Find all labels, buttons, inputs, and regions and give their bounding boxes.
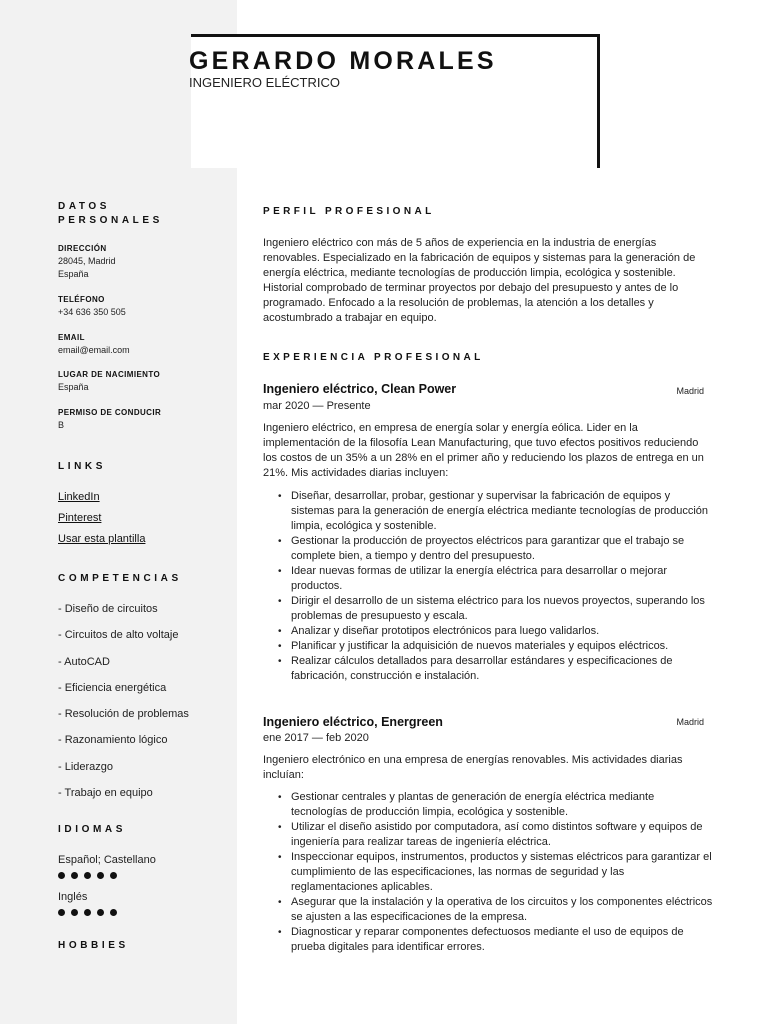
field-email <box>58 332 130 357</box>
skills-heading-wrap <box>58 572 182 586</box>
field-value: B <box>58 420 65 430</box>
level-dot <box>97 909 104 916</box>
skills-heading: COMPETENCIAS <box>58 573 182 584</box>
language-level-dots <box>58 909 117 916</box>
level-dot <box>71 909 78 916</box>
task-item: • Analizar y diseñar prototipos electrónicos para luego validarlos. <box>263 624 713 639</box>
profile-heading: PERFIL PROFESIONAL <box>263 206 435 217</box>
language-name: Español; Castellano <box>58 854 156 866</box>
language-english <box>58 890 117 916</box>
task-item: • Gestionar la producción de proyectos eléctricos para garantizar que el trabajo se complete bien, a tiempo y dentro del presupuesto. <box>263 534 713 564</box>
profile-heading-wrap <box>263 206 713 217</box>
task-item: • Idear nuevas formas de utilizar la energía eléctrica para desarrollar o mejorar productos. <box>263 564 713 594</box>
link-pinterest[interactable]: Pinterest <box>58 512 102 524</box>
job-tasks-list <box>263 489 713 684</box>
field-address <box>58 243 116 281</box>
field-label: EMAIL <box>58 333 85 342</box>
links-heading-wrap <box>58 460 106 474</box>
level-dot <box>110 909 117 916</box>
job-title: Ingeniero eléctrico, Energreen <box>263 715 443 729</box>
task-item: • Diseñar, desarrollar, probar, gestionar y supervisar la fabricación de equipos y sistemas para la generación de energía eléctrica mediante tecnologías de producción limpia, ecológica y sostenible. <box>263 489 713 534</box>
skill-item: - Resolución de problemas <box>58 708 189 721</box>
field-birthplace <box>58 369 160 394</box>
job-location: Madrid <box>676 386 704 396</box>
job-location: Madrid <box>676 717 704 727</box>
skill-item: - AutoCAD <box>58 655 110 668</box>
field-label: DIRECCIÓN <box>58 244 107 253</box>
field-value: 28045, Madrid <box>58 256 116 266</box>
field-value: email@email.com <box>58 345 130 355</box>
hobbies-heading: HOBBIES <box>58 940 129 951</box>
skills-list <box>58 602 189 800</box>
job-title: Ingeniero eléctrico, Clean Power <box>263 382 457 396</box>
link-linkedin[interactable]: LinkedIn <box>58 491 100 503</box>
personal-data-heading: DATOS PERSONALES <box>58 201 163 226</box>
language-spanish <box>58 853 156 879</box>
skill-item: - Diseño de circuitos <box>58 603 158 615</box>
task-item: • Inspeccionar equipos, instrumentos, productos y sistemas eléctricos para garantizar el cumplimiento de las especificaciones, las normas de seguridad y las reglamentaciones aplicables. <box>263 850 713 895</box>
personal-data-section <box>58 200 163 228</box>
task-item: • Dirigir el desarrollo de un sistema eléctrico para los nuevos proyectos, superando los problemas de presupuesto y escala. <box>263 594 713 624</box>
hobbies-heading-wrap <box>58 939 129 953</box>
job-description: Ingeniero electrónico en una empresa de energías renovables. Mis actividades diarias incluían: <box>263 754 683 781</box>
language-name: Inglés <box>58 891 88 903</box>
skill-item: - Razonamiento lógico <box>58 734 168 747</box>
task-item: • Utilizar el diseño asistido por computadora, así como distintos software y equipos de ingeniería para realizar tareas de ingeniería eléctrica. <box>263 820 713 850</box>
links-heading: LINKS <box>58 461 106 472</box>
links-list <box>58 490 145 546</box>
field-label: TELÉFONO <box>58 295 105 304</box>
field-driving-license <box>58 407 161 432</box>
candidate-role: INGENIERO ELÉCTRICO <box>189 75 340 90</box>
level-dot <box>110 872 117 879</box>
experience-heading: EXPERIENCIA PROFESIONAL <box>263 352 484 363</box>
job-description: Ingeniero eléctrico, en empresa de energía solar y energía eólica. Lider en la implementación de la filosofía Lean Manufacturing, que tuvo efectos positivos reduciendo los costos de un 35% a un 28% en el primer año y reduciendo los plazos de entrega en un 21%. Mis actividades diarias incluyen: <box>263 422 704 479</box>
candidate-name: GERARDO MORALES <box>189 47 497 75</box>
language-level-dots <box>58 872 156 879</box>
task-item: • Asegurar que la instalación y la operativa de los circuitos y los componentes eléctricos se ajusten a las especificaciones de la empresa. <box>263 895 713 925</box>
link-use-template[interactable]: Usar esta plantilla <box>58 533 146 545</box>
job-tasks-list <box>263 790 713 955</box>
job-dates: mar 2020 — Presente <box>263 400 371 412</box>
level-dot <box>97 872 104 879</box>
job-entry-1 <box>263 382 713 422</box>
level-dot <box>71 872 78 879</box>
skill-item: - Eficiencia energética <box>58 681 167 694</box>
field-label: LUGAR DE NACIMIENTO <box>58 370 161 379</box>
skill-item: - Trabajo en equipo <box>58 787 153 800</box>
field-phone <box>58 294 126 319</box>
experience-heading-wrap <box>263 352 713 363</box>
field-value: España <box>58 269 89 279</box>
languages-heading-wrap <box>58 823 126 837</box>
task-item: • Realizar cálculos detallados para desarrollar estándares y especificaciones de fabricación, construcción e instalación. <box>263 654 713 684</box>
level-dot <box>84 909 91 916</box>
skill-item: - Circuitos de alto voltaje <box>58 629 179 642</box>
level-dot <box>58 909 65 916</box>
task-item: • Diagnosticar y reparar componentes defectuosos mediante el uso de equipos de prueba digitales para identificar errores. <box>263 925 713 955</box>
field-value: España <box>58 382 89 392</box>
profile-text: Ingeniero eléctrico con más de 5 años de experiencia en la industria de energías renovables. Especializado en la fabricación de equipos y sistemas para la generación de energía eléctrica, mediante tecnologías de producción limpia, ecológica y sostenible. Historial comprobado de terminar proyectos por debajo del presupuesto y antes de lo programado. Enfocado a la resolución de problemas, la atención a los detalles y acostumbrado a trabajar en equipo. <box>263 237 696 324</box>
field-label: PERMISO DE CONDUCIR <box>58 408 162 417</box>
task-item: • Planificar y justificar la adquisición de nuevos materiales y equipos eléctricos. <box>263 639 713 654</box>
level-dot <box>58 872 65 879</box>
job-dates: ene 2017 — feb 2020 <box>263 732 369 744</box>
field-value: +34 636 350 505 <box>58 307 126 317</box>
job-entry-2 <box>263 715 713 755</box>
skill-item: - Liderazgo <box>58 760 114 773</box>
level-dot <box>84 872 91 879</box>
languages-heading: IDIOMAS <box>58 824 126 835</box>
task-item: • Gestionar centrales y plantas de generación de energía eléctrica mediante tecnologías de producción limpia, ecológica y sostenible. <box>263 790 713 820</box>
